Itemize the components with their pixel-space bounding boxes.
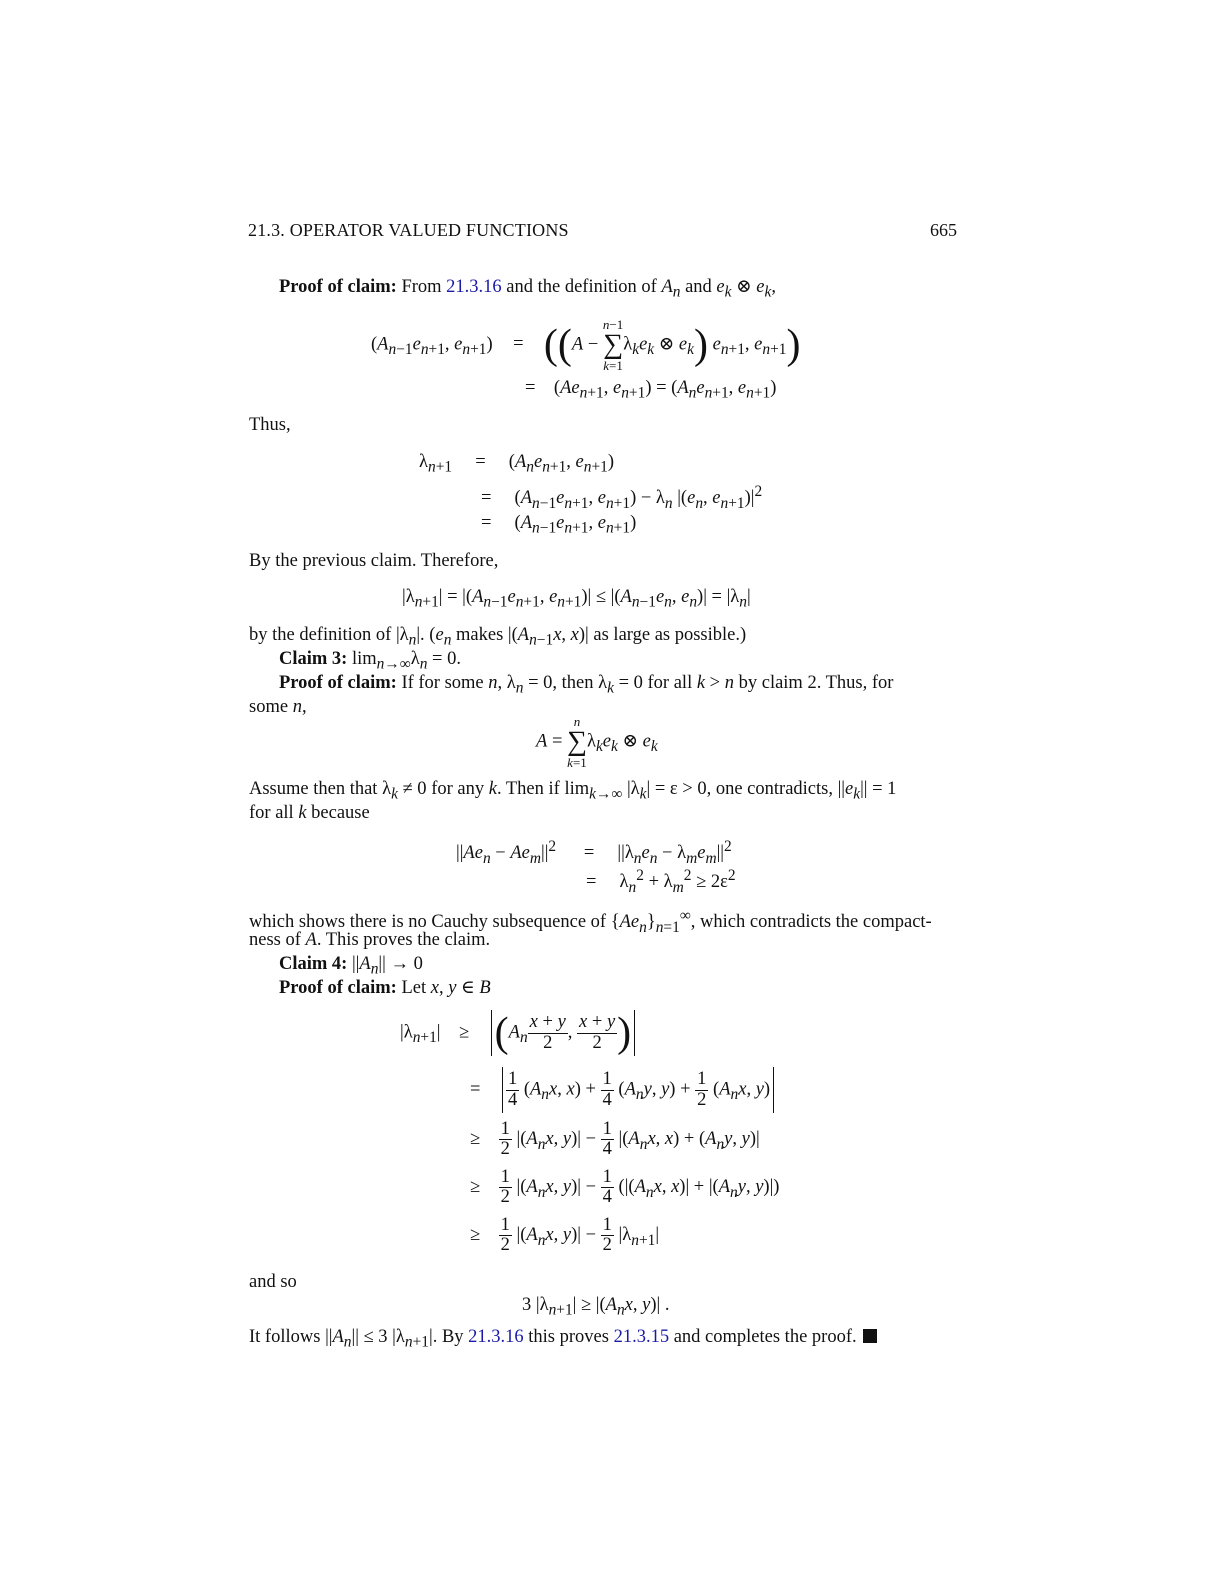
ref-21-3-16-link[interactable]: 21.3.16: [446, 277, 502, 297]
equation-6-line-3: ≥ $\frac{1}{2}$ $|(A_nx$, y)| − $\frac{1}{4}$ $|(A_nx$, $x) + (A_ny$, y)|: [470, 1119, 760, 1160]
page-number: 665: [930, 220, 957, 240]
paragraph-previous-claim: By the previous claim. Therefore,: [249, 551, 499, 571]
paragraph-for-all-k: for all k because: [249, 803, 370, 823]
paragraph-conclusion: It follows $||A_n|| \le 3$ $|\lambda_{n+1}|$. By 21.3.16 this proves 21.3.15 and completes the proof.: [249, 1325, 963, 1355]
equation-6-line-2: = $\frac{1}{4}$ ($A_nx$, x) + $\frac{1}{4}$ ($A_ny$, y) + $\frac{1}{2}$ ($A_nx$, y): [470, 1067, 777, 1113]
equation-3: $|\lambda_{n+1}| = |(A_{n-1}e_{n+1}$, $e_{n+1})| \le |(A_{n-1}e_n$, $e_n)| = |\lambda_n|$: [402, 587, 751, 611]
proof-claim-label: Proof of claim:: [279, 277, 397, 297]
paragraph-proof-claim-3: Proof of claim: If for some n, $\lambda_n = 0$, then $\lambda_k = 0$ for all k > n by claim 2. Thus, for: [279, 673, 894, 697]
qed-square-icon: [863, 1329, 877, 1343]
equation-4: A = n ∑ k=1 $\lambda_ke_k$ ⊗ $e_k$: [536, 714, 658, 770]
paragraph-assume: Assume then that $\lambda_k \ne 0$ for any k. Then if $\lim_{k\to\infty} |\lambda_k| = \varepsilon > 0$, one contradicts, $||e_k|| = 1$: [249, 779, 897, 803]
ref-21-3-15-link[interactable]: 21.3.15: [613, 1327, 670, 1347]
ref-21-3-16-link-2[interactable]: 21.3.16: [468, 1327, 524, 1347]
equation-1-line-2: = ($Ae_{n+1}$, $e_{n+1}) = (A_ne_{n+1}$, $e_{n+1}$): [525, 378, 777, 402]
equation-7: 3 $|\lambda_{n+1}| \ge |(A_nx$, y)| .: [522, 1295, 670, 1319]
paragraph-claim-4: Claim 4: $||A_n|| \to 0$: [279, 954, 423, 978]
running-header: 21.3. OPERATOR VALUED FUNCTIONS: [248, 220, 569, 240]
equation-5-line-2: = $\lambda_n^2 + \lambda_m^2 \ge 2\varepsilon^2$: [586, 867, 736, 896]
paragraph-proof-claim-4: Proof of claim: Let x, y ∈ B: [279, 978, 491, 998]
paragraph-compactness: ness of A. This proves the claim.: [249, 930, 491, 950]
paragraph-proof-claim: Proof of claim: From 21.3.16 and the definition of $A_n$ and $e_k$ ⊗ $e_k$,: [279, 277, 776, 301]
equation-6-line-5: ≥ $\frac{1}{2}$ $|(A_nx$, y)| − $\frac{1}{2}$ $|\lambda_{n+1}|$: [470, 1215, 660, 1256]
equation-2-line-3: = ($A_{n-1}e_{n+1}$, $e_{n+1}$): [481, 513, 637, 537]
paragraph-claim-3: Claim 3: $\lim_{n\to\infty}\lambda_n = 0$.: [279, 649, 461, 673]
equation-5-line-1: $||Ae_n - Ae_m||^2$ = $||\lambda_ne_n - \lambda_me_m||^2$: [456, 838, 732, 867]
paragraph-and-so: and so: [249, 1272, 297, 1292]
paragraph-definition: by the definition of $|\lambda_n|$. ($e_n$ makes $|(A_{n-1}x$, x)| as large as possible.): [249, 625, 747, 649]
claim-3-label: Claim 3:: [279, 649, 348, 669]
text-definition: and the definition of: [506, 277, 657, 297]
text-from: From: [401, 277, 442, 297]
text-and: and: [685, 277, 712, 297]
equation-1-line-1: ($A_{n-1}e_{n+1}$, $e_{n+1}) = ((A$ − n−1 ∑ k=1 $\lambda_ke_k$ ⊗ $e_k$) $e_{n+1}$, $e_{n+1}$): [371, 317, 801, 373]
paragraph-thus: Thus,: [249, 415, 291, 435]
paragraph-some-n: some n,: [249, 697, 307, 717]
equation-6-line-4: ≥ $\frac{1}{2}$ $|(A_nx$, y)| − $\frac{1}{4}$ ($|(A_nx$, $x)| + |(A_ny$, y)|): [470, 1167, 780, 1208]
equation-2-line-1: $\lambda_{n+1}$ = ($A_ne_{n+1}$, $e_{n+1}$): [419, 452, 615, 476]
equation-2-line-2: = ($A_{n-1}e_{n+1}$, $e_{n+1}) - \lambda_n$ $|(e_n$, $e_{n+1})|^2$: [481, 483, 763, 512]
claim-4-label: Claim 4:: [279, 954, 348, 974]
paragraph-cauchy: which shows there is no Cauchy subsequence of $\{Ae_n\}_{n=1}^\infty$, which contradicts the compact-: [249, 907, 932, 936]
equation-6-line-1: $|\lambda_{n+1}|$ ≥ ($A_n$ $\frac{x + y}{2}$ , $\frac{x + y}{2}$ ): [400, 1010, 638, 1056]
